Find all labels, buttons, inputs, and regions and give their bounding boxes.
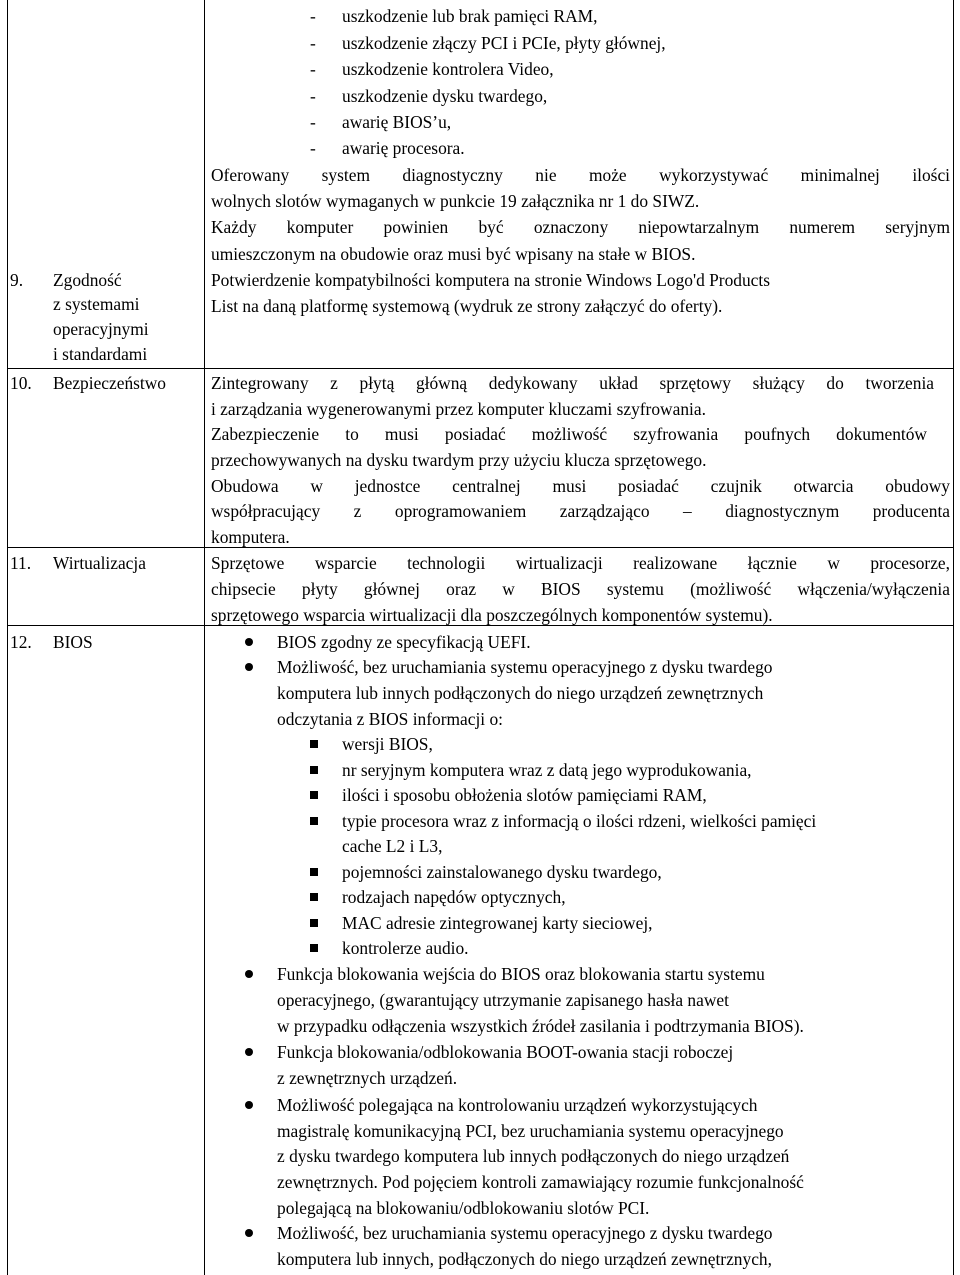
bullet-icon	[245, 1048, 253, 1056]
square-bullet-icon	[310, 817, 318, 825]
table-border-right	[953, 0, 954, 1275]
row-name: Bezpieczeństwo	[53, 373, 166, 393]
bullet-text: z zewnętrznych urządzeń.	[277, 1068, 458, 1088]
row-number: 12.	[10, 632, 32, 652]
row-divider-9-10	[7, 368, 954, 369]
row-name: Wirtualizacja	[53, 553, 146, 573]
bullet-icon	[245, 1229, 253, 1237]
bullet-text: komputera lub innych, podłączonych do niego urządzeń zewnętrznych,	[277, 1249, 772, 1269]
list-item-text: awarię procesora.	[342, 138, 465, 158]
bullet-text: w przypadku odłączenia wszystkich źródeł zasilania i podtrzymania BIOS).	[277, 1016, 804, 1036]
bullet-text: z dysku twardego komputera lub innych podłączonych do niego urządzeń	[277, 1146, 790, 1166]
bullet-text: magistralę komunikacyjną PCI, bez uruchamiania systemu operacyjnego	[277, 1121, 784, 1141]
bullet-icon	[245, 1101, 253, 1109]
row-desc-line: sprzętowego wsparcia wirtualizacji dla poszczególnych komponentów systemu).	[211, 605, 773, 625]
square-bullet-icon	[310, 740, 318, 748]
row-number: 10.	[10, 373, 32, 393]
bullet-text: Możliwość, bez uruchamiania systemu operacyjnego z dysku twardego	[277, 1223, 773, 1243]
table-border-left	[7, 0, 8, 1275]
dash-marker: -	[310, 86, 316, 106]
row-desc-line: i zarządzania wygenerowanymi przez komputer kluczami szyfrowania.	[211, 399, 706, 419]
row-desc-line: Zintegrowany z płytą główną dedykowany układ sprzętowy służący do tworzenia	[211, 373, 934, 393]
paragraph-line: umieszczonym na obudowie oraz musi być wpisany na stałe w BIOS.	[211, 244, 696, 264]
sub-item: pojemności zainstalowanego dysku twardego,	[342, 862, 662, 882]
sub-item-continuation: cache L2 i L3,	[342, 836, 443, 856]
row-number: 9.	[10, 270, 24, 290]
square-bullet-icon	[310, 893, 318, 901]
bullet-text: BIOS zgodny ze specyfikacją UEFI.	[277, 632, 531, 652]
sub-item: nr seryjnym komputera wraz z datą jego wyprodukowania,	[342, 760, 752, 780]
bullet-text: komputera lub innych podłączonych do niego urządzeń zewnętrznych	[277, 683, 764, 703]
square-bullet-icon	[310, 919, 318, 927]
dash-marker: -	[310, 6, 316, 26]
bullet-text: Możliwość polegająca na kontrolowaniu urządzeń wykorzystujących	[277, 1095, 758, 1115]
square-bullet-icon	[310, 868, 318, 876]
row-desc-line: Zabezpieczenie to musi posiadać możliwość szyfrowania poufnych dokumentów	[211, 424, 927, 444]
dash-marker: -	[310, 138, 316, 158]
bullet-text: odczytania z BIOS informacji o:	[277, 709, 504, 729]
bullet-text: polegającą na blokowaniu/odblokowaniu slotów PCI.	[277, 1198, 650, 1218]
row-desc-line: Obudowa w jednostce centralnej musi posiadać czujnik otwarcia obudowy	[211, 476, 950, 496]
row-desc-line: Potwierdzenie kompatybilności komputera na stronie Windows Logo'd Products	[211, 270, 771, 290]
bullet-text: Możliwość, bez uruchamiania systemu operacyjnego z dysku twardego	[277, 657, 773, 677]
row-desc-line: chipsecie płyty głównej oraz w BIOS systemu (możliwość włączenia/wyłączenia	[211, 579, 950, 599]
row-name-line: z systemami	[53, 294, 140, 314]
row-divider-11-12	[7, 625, 954, 626]
list-item-text: uszkodzenie złączy PCI i PCIe, płyty głównej,	[342, 33, 666, 53]
row-name-line: i standardami	[53, 344, 148, 364]
row-desc-line: komputera.	[211, 527, 290, 547]
paragraph-line: Każdy komputer powinien być oznaczony niepowtarzalnym numerem seryjnym	[211, 217, 950, 237]
bullet-text: operacyjnego, (gwarantujący utrzymanie zapisanego hasła nawet	[277, 990, 729, 1010]
dash-marker: -	[310, 59, 316, 79]
list-item-text: uszkodzenie lub brak pamięci RAM,	[342, 6, 598, 26]
table-column-divider	[204, 0, 205, 1275]
bullet-icon	[245, 638, 253, 646]
sub-item: MAC adresie zintegrowanej karty sieciowej,	[342, 913, 653, 933]
square-bullet-icon	[310, 791, 318, 799]
paragraph-line: Oferowany system diagnostyczny nie może wykorzystywać minimalnej ilości	[211, 165, 950, 185]
square-bullet-icon	[310, 766, 318, 774]
paragraph-line: wolnych slotów wymaganych w punkcie 19 załącznika nr 1 do SIWZ.	[211, 191, 700, 211]
dash-marker: -	[310, 112, 316, 132]
sub-item: wersji BIOS,	[342, 734, 433, 754]
row-name-line: Zgodność	[53, 270, 122, 290]
bullet-icon	[245, 663, 253, 671]
list-item-text: uszkodzenie kontrolera Video,	[342, 59, 554, 79]
row-divider-10-11	[7, 547, 954, 548]
list-item-text: awarię BIOS’u,	[342, 112, 452, 132]
bullet-text: Funkcja blokowania/odblokowania BOOT-owania stacji roboczej	[277, 1042, 734, 1062]
row-desc-line: współpracujący z oprogramowaniem zarządzająco – diagnostycznym producenta	[211, 501, 950, 521]
bullet-text: Funkcja blokowania wejścia do BIOS oraz blokowania startu systemu	[277, 964, 765, 984]
bullet-icon	[245, 970, 253, 978]
row-desc-line: List na daną platformę systemową (wydruk ze strony załączyć do oferty).	[211, 296, 723, 316]
sub-item: typie procesora wraz z informacją o ilości rdzeni, wielkości pamięci	[342, 811, 817, 831]
sub-item: kontrolerze audio.	[342, 938, 469, 958]
sub-item: rodzajach napędów optycznych,	[342, 887, 566, 907]
row-number: 11.	[10, 553, 32, 573]
row-desc-line: Sprzętowe wsparcie technologii wirtualizacji realizowane łącznie w procesorze,	[211, 553, 950, 573]
row-name: BIOS	[53, 632, 93, 652]
list-item-text: uszkodzenie dysku twardego,	[342, 86, 548, 106]
sub-item: ilości i sposobu obłożenia slotów pamięciami RAM,	[342, 785, 707, 805]
row-name-line: operacyjnymi	[53, 319, 149, 339]
row-desc-line: przechowywanych na dysku twardym przy użyciu klucza sprzętowego.	[211, 450, 707, 470]
square-bullet-icon	[310, 944, 318, 952]
dash-marker: -	[310, 33, 316, 53]
bullet-text: zewnętrznych. Pod pojęciem kontroli zamawiający rozumie funkcjonalność	[277, 1172, 804, 1192]
